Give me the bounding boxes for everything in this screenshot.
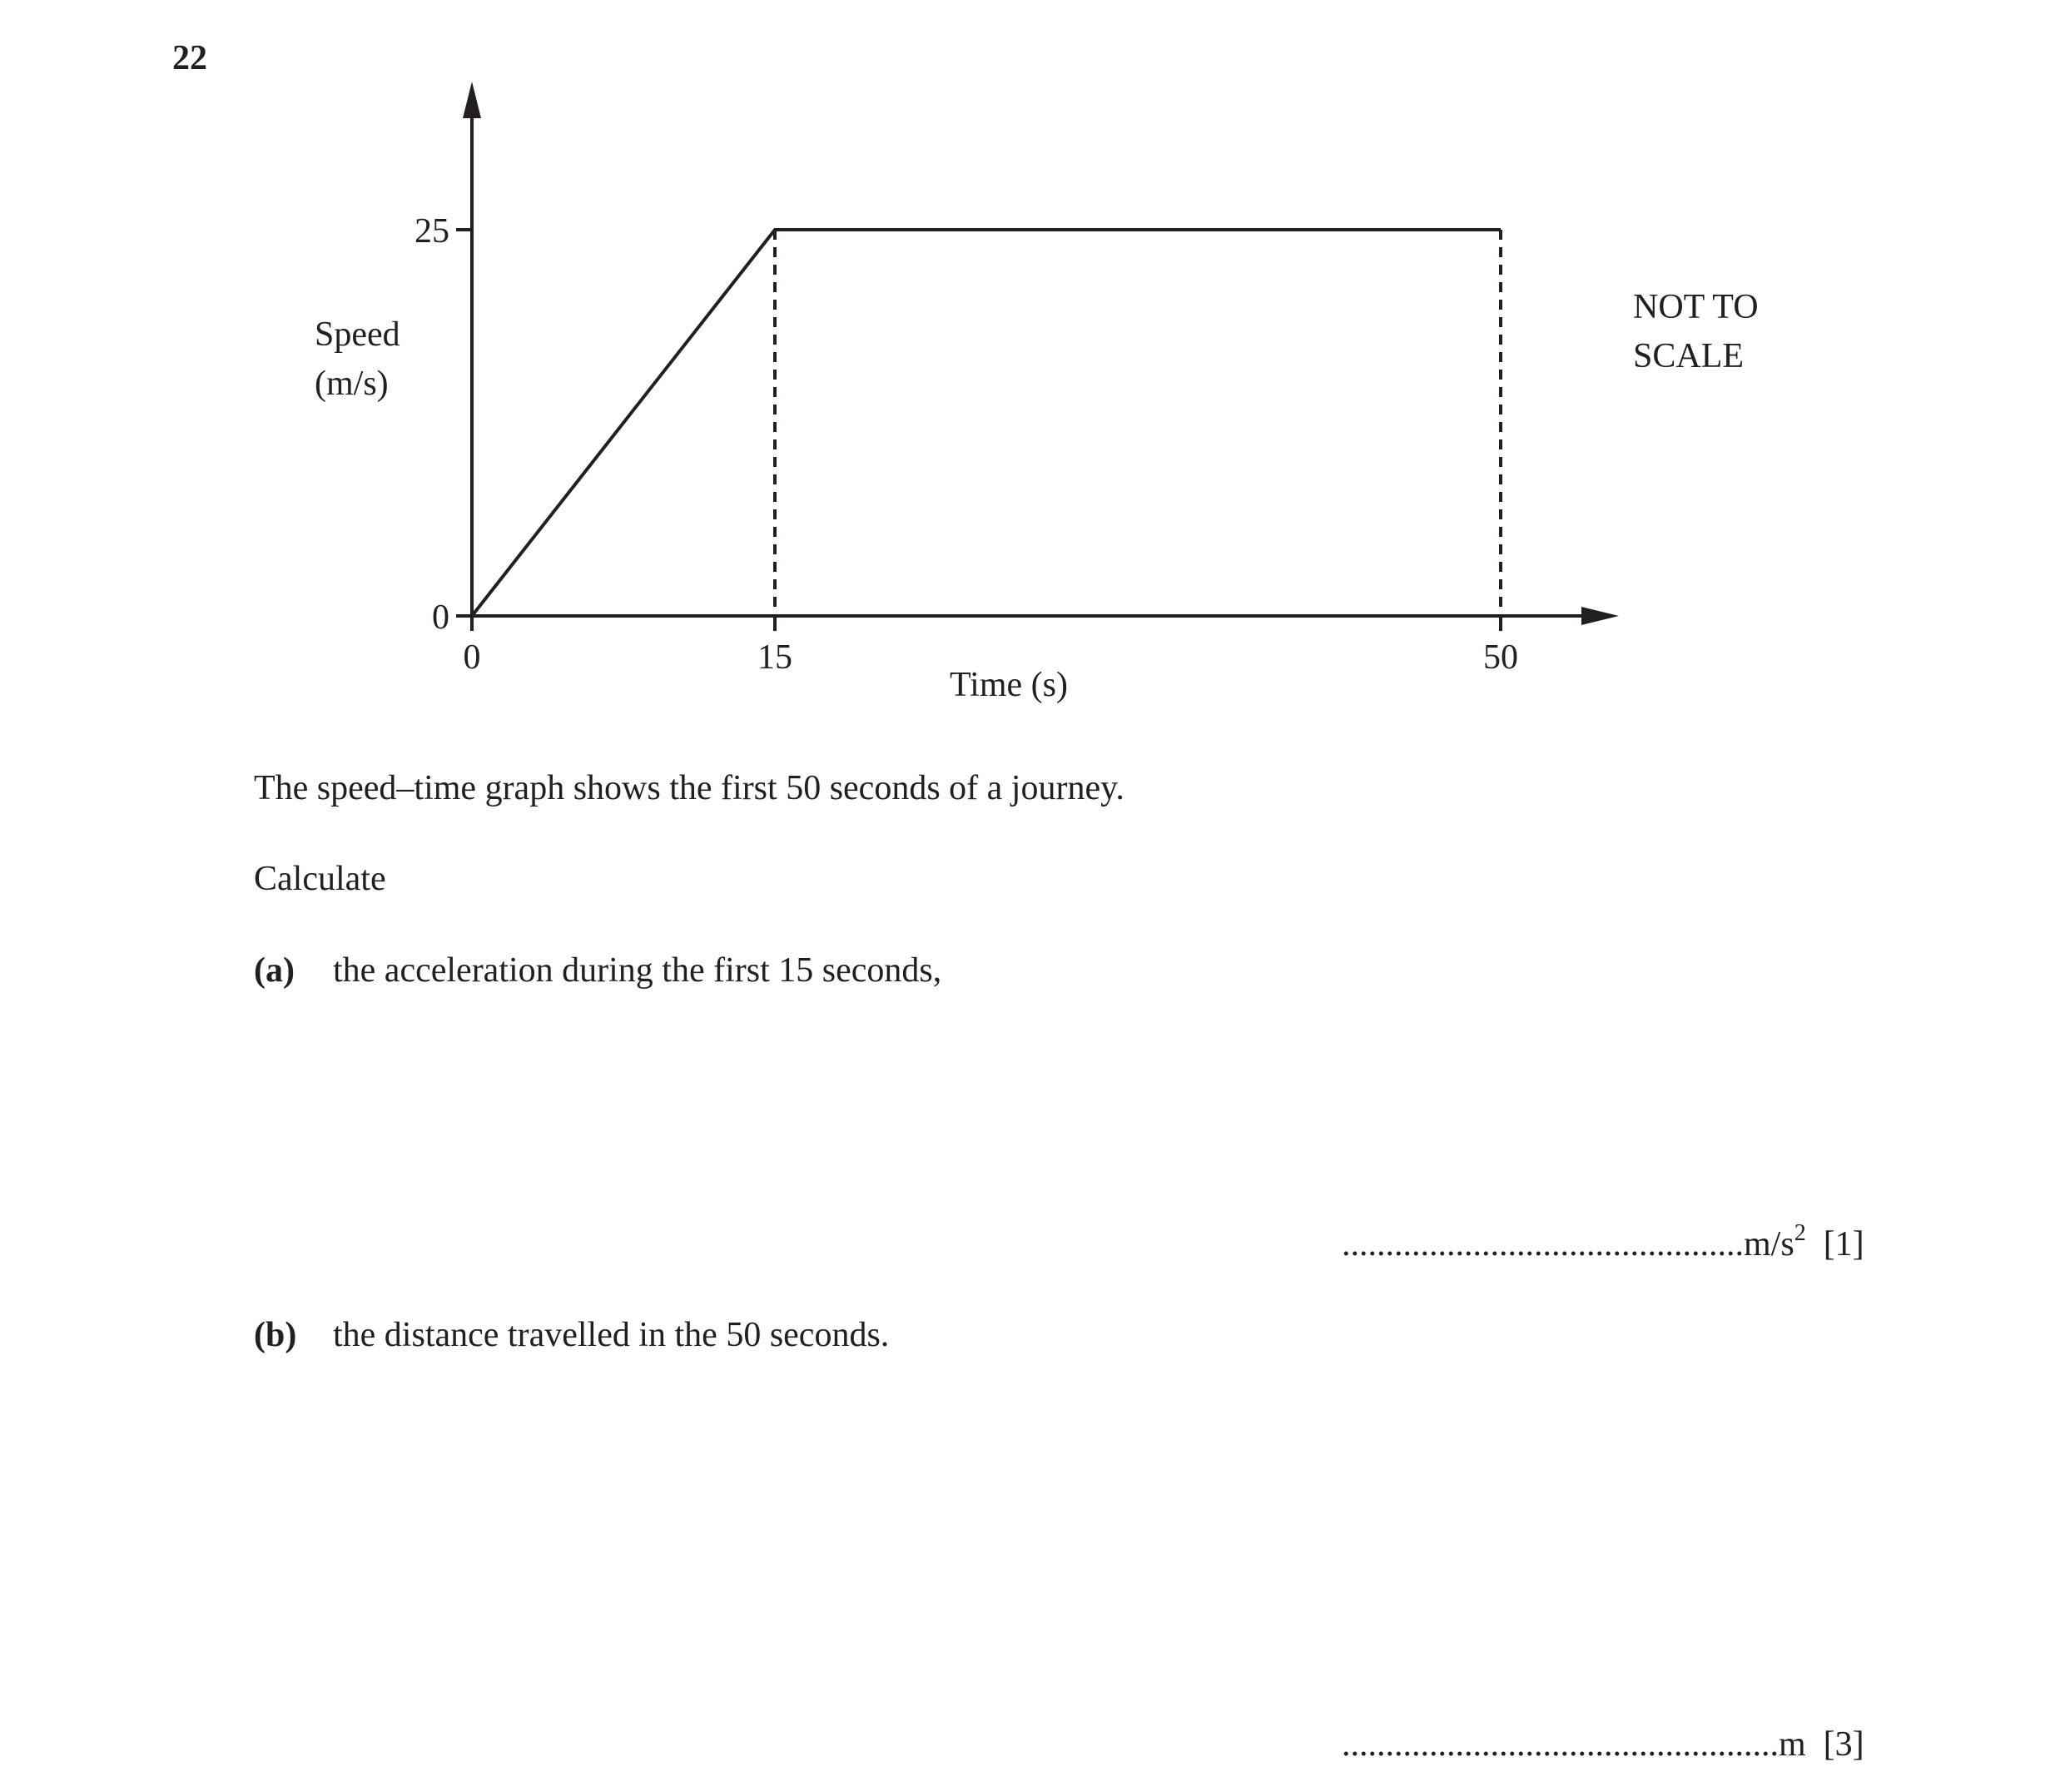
marks-a: [1]	[1823, 1225, 1864, 1263]
not-to-scale-line1: NOT TO	[1633, 288, 1759, 326]
y-axis-label-line2: (m/s)	[315, 365, 389, 403]
speed-time-graph	[0, 0, 2065, 749]
answer-dots-b: ..................................................	[1342, 1725, 1779, 1764]
x-axis-arrow	[1581, 607, 1619, 625]
part-a-answer-line	[1342, 1220, 1864, 1263]
x-tick-label-0: 0	[463, 638, 481, 677]
y-axis-arrow	[463, 82, 481, 118]
not-to-scale-line2: SCALE	[1633, 337, 1745, 375]
unit-a: m/s	[1744, 1225, 1794, 1263]
x-axis-label: Time (s)	[950, 666, 1068, 704]
part-a-label: (a)	[254, 951, 295, 990]
part-b-label: (b)	[254, 1316, 297, 1354]
part-a-text: the acceleration during the first 15 seconds,	[333, 951, 942, 990]
question-intro: The speed–time graph shows the first 50 seconds of a journey.	[254, 769, 1124, 807]
question-number: 22	[172, 39, 207, 77]
answer-dots-a: ..............................................	[1342, 1225, 1744, 1263]
part-b-text: the distance travelled in the 50 seconds.	[333, 1316, 890, 1354]
question-instruction: Calculate	[254, 860, 386, 898]
y-axis-label-line1: Speed	[315, 315, 400, 354]
y-tick-label-0: 0	[432, 598, 449, 637]
marks-b: [3]	[1823, 1725, 1864, 1764]
unit-a-superscript: 2	[1794, 1220, 1806, 1246]
x-tick-label-50: 50	[1483, 638, 1518, 677]
speed-series-line	[472, 230, 1501, 616]
unit-b: m	[1779, 1725, 1806, 1764]
part-b-answer-line	[1342, 1727, 1864, 1762]
x-tick-label-15: 15	[757, 638, 792, 677]
y-tick-label-25: 25	[414, 212, 449, 251]
